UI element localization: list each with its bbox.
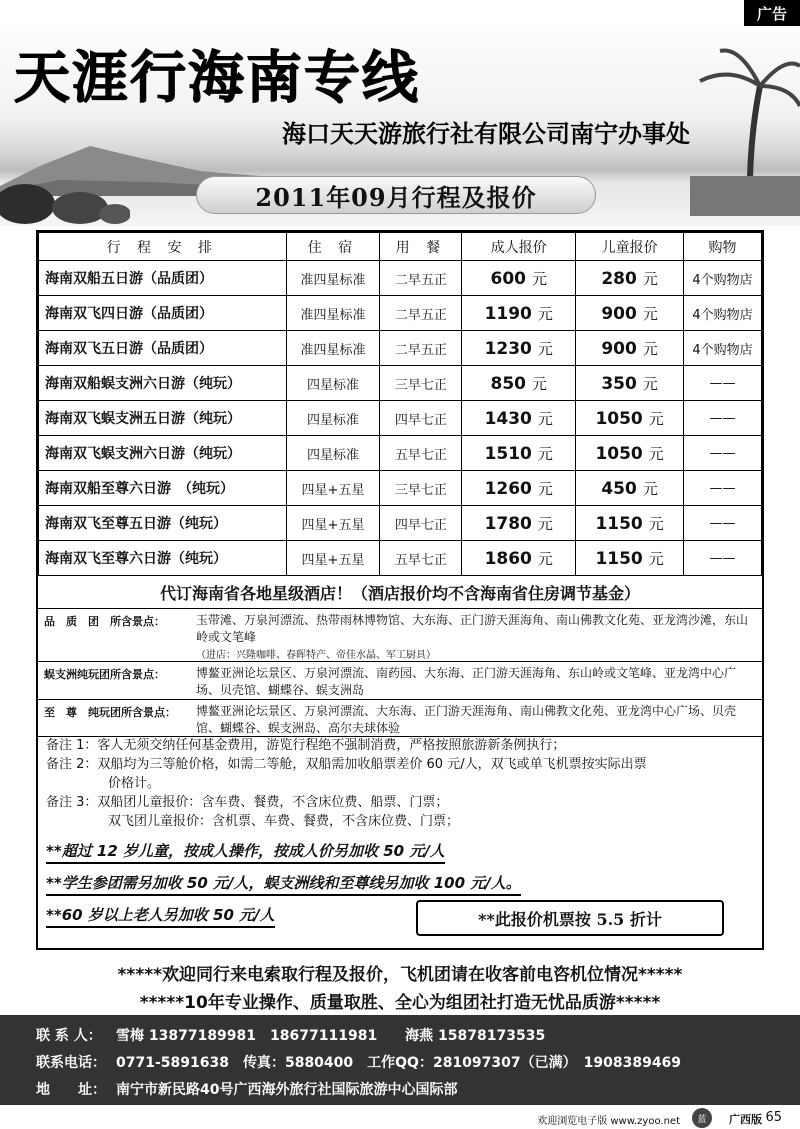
hotel-cell: 四星+五星 bbox=[286, 541, 380, 576]
adult-price-cell: 1780 元 bbox=[462, 506, 576, 541]
price-panel bbox=[36, 230, 764, 950]
table-row bbox=[39, 471, 762, 506]
contact-person-label: 联 系 人： bbox=[36, 1028, 102, 1044]
table-row bbox=[39, 436, 762, 471]
header-child: 儿童报价 bbox=[576, 233, 684, 261]
extra-fee-child: **超过 12 岁儿童，按成人操作，按成人价另加收 50 元/人 bbox=[46, 840, 445, 864]
meal-cell: 四早七正 bbox=[380, 506, 462, 541]
price-table bbox=[38, 232, 762, 576]
child-price-cell: 900 元 bbox=[576, 296, 684, 331]
adult-price-cell: 1860 元 bbox=[462, 541, 576, 576]
adult-price-cell: 1230 元 bbox=[462, 331, 576, 366]
sights-text: 博鳌亚洲论坛景区、万泉河漂流、南药园、大东海、正门游天涯海角、东山岭或文笔峰、亚龙湾中心广场、贝壳馆、蝴蝶谷、蜈支洲岛 bbox=[196, 666, 737, 697]
child-price-cell: 450 元 bbox=[576, 471, 684, 506]
hotel-cell: 四星+五星 bbox=[286, 506, 380, 541]
sights-label: 品 质 团 所含景点： bbox=[44, 615, 165, 628]
child-price-cell: 900 元 bbox=[576, 331, 684, 366]
hero-banner-area bbox=[0, 26, 800, 226]
header-shop: 购物 bbox=[684, 233, 762, 261]
adult-price-cell: 850 元 bbox=[462, 366, 576, 401]
shopping-cell: 4个购物店 bbox=[684, 296, 762, 331]
table-row bbox=[39, 541, 762, 576]
adult-price-cell: 600 元 bbox=[462, 261, 576, 296]
edition-label: 广西版 bbox=[729, 1113, 762, 1126]
header-meal: 用 餐 bbox=[380, 233, 462, 261]
route-cell: 海南双飞四日游（品质团） bbox=[39, 296, 287, 331]
meal-cell: 二早五正 bbox=[380, 261, 462, 296]
route-cell: 海南双船蜈支洲六日游（纯玩） bbox=[39, 366, 287, 401]
child-price-cell: 350 元 bbox=[576, 366, 684, 401]
hotel-cell: 四星标准 bbox=[286, 366, 380, 401]
remark-2: 备注 2：双船均为三等舱价格，如需二等舱，双船需加收船票差价 60 元/人，双飞或单飞机票按实际出票 bbox=[46, 757, 647, 772]
child-price-cell: 1050 元 bbox=[576, 436, 684, 471]
contact-address-row bbox=[36, 1079, 457, 1099]
contact-phone: 0771-5891638 传真：5880400 工作QQ：281097307（已满） 1908389469 bbox=[116, 1055, 682, 1071]
adult-price-cell: 1430 元 bbox=[462, 401, 576, 436]
shopping-cell: —— bbox=[684, 471, 762, 506]
shopping-cell: —— bbox=[684, 506, 762, 541]
shopping-cell: —— bbox=[684, 436, 762, 471]
table-row bbox=[39, 506, 762, 541]
contact-address: 南宁市新民路40号广西海外旅行社国际旅游中心国际部 bbox=[116, 1082, 458, 1098]
child-price-cell: 280 元 bbox=[576, 261, 684, 296]
adult-price-cell: 1190 元 bbox=[462, 296, 576, 331]
header-route: 行 程 安 排 bbox=[39, 233, 287, 261]
table-row bbox=[39, 331, 762, 366]
table-row bbox=[39, 401, 762, 436]
route-cell: 海南双飞蜈支洲五日游（纯玩） bbox=[39, 401, 287, 436]
page-title: 天涯行海南专线 bbox=[14, 46, 420, 111]
shopping-cell: —— bbox=[684, 366, 762, 401]
meal-cell: 五早七正 bbox=[380, 436, 462, 471]
table-header-row bbox=[39, 233, 762, 261]
route-cell: 海南双飞蜈支洲六日游（纯玩） bbox=[39, 436, 287, 471]
slogan-2: *****10年专业操作、质量取胜、全心为组团社打造无忧品质游***** bbox=[139, 993, 661, 1013]
footer-site-link[interactable]: 欢迎浏览电子版 www.zyoo.net bbox=[537, 1116, 680, 1127]
table-row bbox=[39, 366, 762, 401]
sights-label: 蜈支洲纯玩团所含景点： bbox=[44, 668, 165, 681]
hotel-cell: 准四星标准 bbox=[286, 296, 380, 331]
shopping-cell: 4个购物店 bbox=[684, 331, 762, 366]
company-name: 海口天天游旅行社有限公司南宁办事处 bbox=[282, 119, 690, 148]
route-cell: 海南双飞至尊六日游（纯玩） bbox=[39, 541, 287, 576]
table-row bbox=[39, 296, 762, 331]
remark-1: 备注 1：客人无须交纳任何基金费用，游览行程绝不强制消费，严格按照旅游新条例执行； bbox=[46, 738, 566, 753]
meal-cell: 三早七正 bbox=[380, 471, 462, 506]
meal-cell: 四早七正 bbox=[380, 401, 462, 436]
sights-supreme bbox=[38, 700, 762, 737]
route-cell: 海南双飞至尊五日游（纯玩） bbox=[39, 506, 287, 541]
adult-price-cell: 1510 元 bbox=[462, 436, 576, 471]
remark-2-cont: 价格计。 bbox=[108, 776, 161, 791]
contact-phone-row bbox=[36, 1052, 681, 1072]
meal-cell: 三早七正 bbox=[380, 366, 462, 401]
sights-text: 玉带滩、万泉河漂流、热带雨林博物馆、大东海、正门游天涯海角、南山佛教文化苑、亚龙湾沙滩，东山岭或文笔峰 bbox=[196, 613, 749, 644]
hotel-cell: 准四星标准 bbox=[286, 331, 380, 366]
shopping-cell: —— bbox=[684, 541, 762, 576]
contact-address-label: 地 址： bbox=[36, 1082, 106, 1098]
hotel-cell: 四星标准 bbox=[286, 401, 380, 436]
meal-cell: 二早五正 bbox=[380, 331, 462, 366]
contact-person-row bbox=[36, 1025, 545, 1045]
header-hotel: 住 宿 bbox=[286, 233, 380, 261]
extra-fee-senior: **60 岁以上老人另加收 50 元/人 bbox=[46, 904, 275, 928]
page-number: 65 bbox=[765, 1110, 782, 1125]
table-row bbox=[39, 261, 762, 296]
child-price-cell: 1050 元 bbox=[576, 401, 684, 436]
contact-person: 雪梅 13877189981 18677111981 海燕 15878173535 bbox=[116, 1028, 546, 1044]
rocks-illustration bbox=[0, 166, 130, 226]
brand-logo-icon: 蓝 bbox=[692, 1108, 712, 1128]
sights-quality bbox=[38, 609, 762, 662]
shopping-cell: 4个购物店 bbox=[684, 261, 762, 296]
palm-tree-illustration bbox=[690, 46, 800, 216]
sights-note: （进店：兴隆咖啡、春晖特产、帝佳水晶、军工厨具） bbox=[196, 650, 436, 661]
extra-fee-student: **学生参团需另加收 50 元/人，蜈支洲线和至尊线另加收 100 元/人。 bbox=[46, 872, 521, 896]
sights-label: 至 尊 纯玩团所含景点： bbox=[44, 706, 176, 719]
remarks bbox=[46, 737, 758, 832]
hotel-cell: 四星+五星 bbox=[286, 471, 380, 506]
child-price-cell: 1150 元 bbox=[576, 541, 684, 576]
child-price-cell: 1150 元 bbox=[576, 506, 684, 541]
schedule-banner: 2011年09月行程及报价 bbox=[196, 176, 596, 214]
shopping-cell: —— bbox=[684, 401, 762, 436]
meal-cell: 二早五正 bbox=[380, 296, 462, 331]
remark-3: 备注 3：双船团儿童报价：含车费、餐费，不含床位费、船票、门票； bbox=[46, 795, 449, 810]
adult-price-cell: 1260 元 bbox=[462, 471, 576, 506]
route-cell: 海南双船五日游（品质团） bbox=[39, 261, 287, 296]
slogan-1: *****欢迎同行来电索取行程及报价，飞机团请在收客前电咨机位情况***** bbox=[117, 965, 683, 985]
sights-text: 博鳌亚洲论坛景区、万泉河漂流、大东海、正门游天涯海角、南山佛教文化苑、亚龙湾中心广场、贝壳馆、蝴蝶谷、蜈支洲岛、高尔夫球体验 bbox=[196, 704, 737, 735]
contact-phone-label: 联系电话： bbox=[36, 1055, 106, 1071]
meal-cell: 五早七正 bbox=[380, 541, 462, 576]
ticket-discount-scroll: **此报价机票按 5.5 折计 bbox=[416, 900, 724, 936]
hotel-notice: 代订海南省各地星级酒店！（酒店报价均不含海南省住房调节基金） bbox=[38, 577, 762, 609]
hotel-cell: 准四星标准 bbox=[286, 261, 380, 296]
route-cell: 海南双船至尊六日游 （纯玩） bbox=[39, 471, 287, 506]
header-adult: 成人报价 bbox=[462, 233, 576, 261]
sights-wuzhizhou bbox=[38, 662, 762, 700]
contact-bar bbox=[0, 1015, 800, 1105]
hotel-cell: 四星标准 bbox=[286, 436, 380, 471]
route-cell: 海南双飞五日游（品质团） bbox=[39, 331, 287, 366]
footer bbox=[0, 1106, 800, 1129]
remark-3-cont: 双飞团儿童报价：含机票、车费、餐费，不含床位费、门票； bbox=[108, 814, 460, 829]
ad-tag: 广告 bbox=[744, 0, 800, 26]
